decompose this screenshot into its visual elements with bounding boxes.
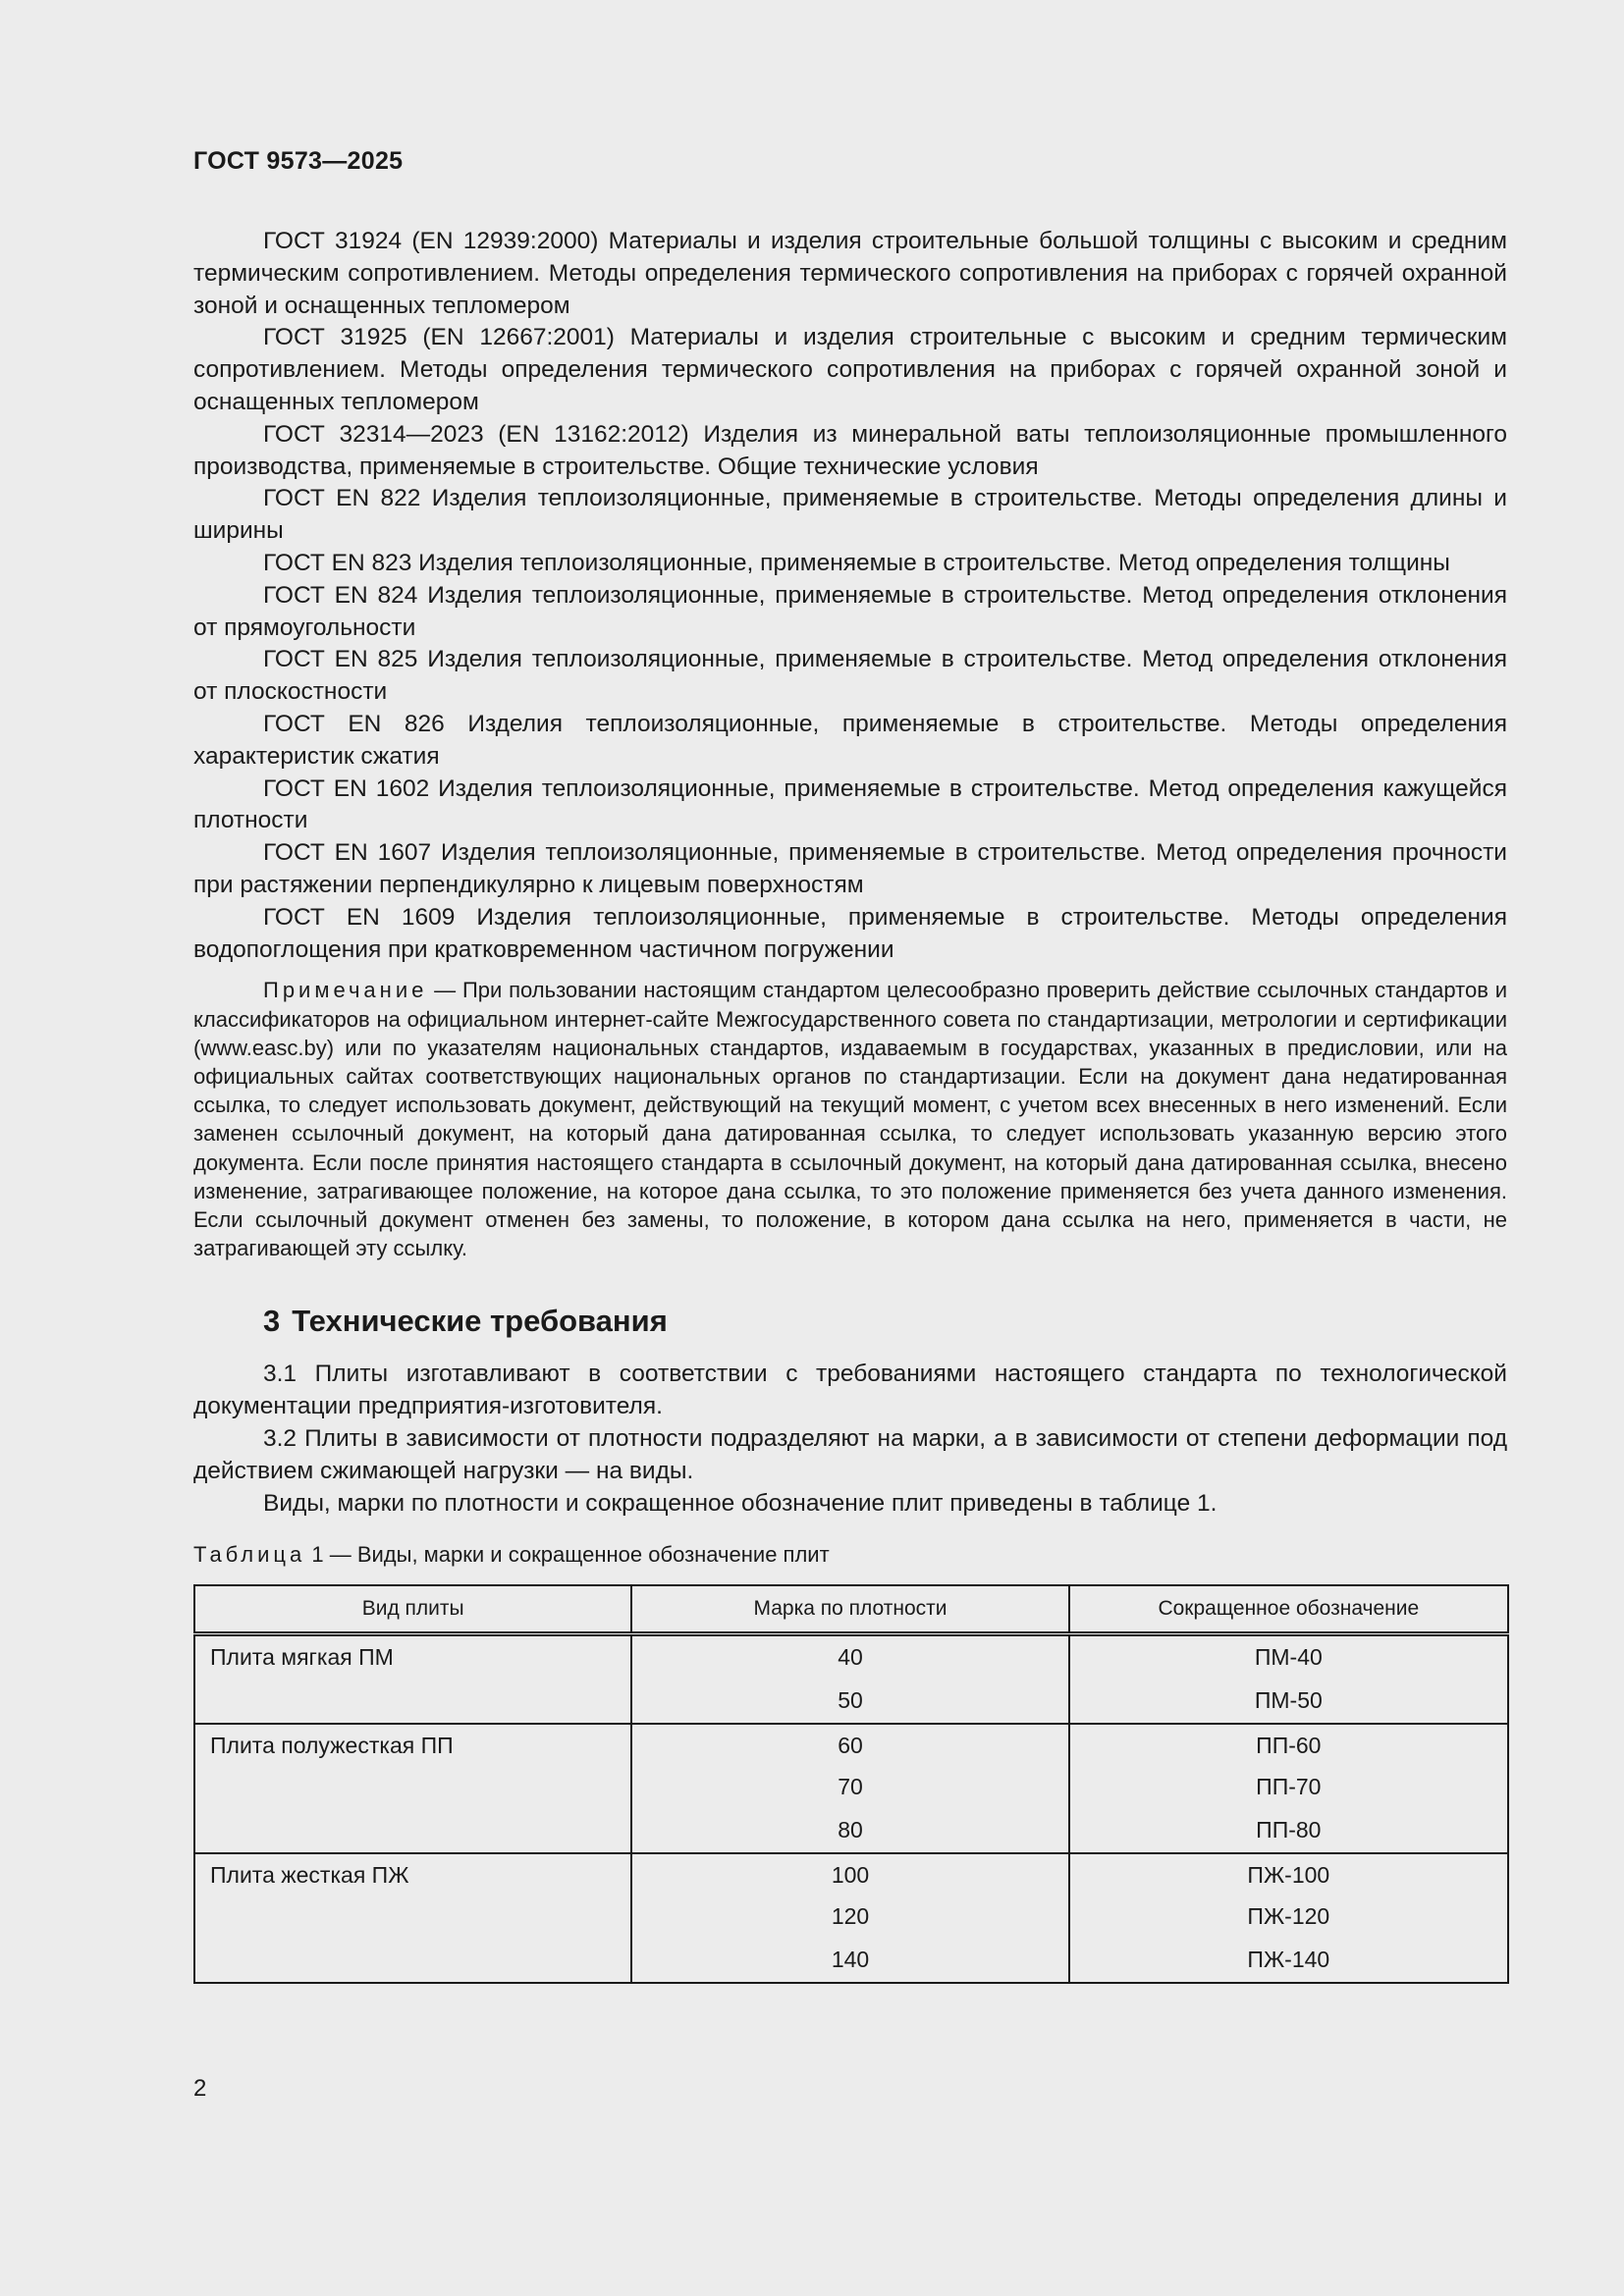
reference-item: ГОСТ 31924 (EN 12939:2000) Материалы и изделия строительные большой толщины с высоким и средним термическим сопротивлением. Методы определения термического сопротивления на приборах с горячей охранной зоной и оснащенных тепломером (193, 228, 1507, 319)
grade-cell: 50 (631, 1678, 1068, 1724)
plate-type-cell: Плита полужесткая ПП (194, 1724, 631, 1853)
references-list (193, 226, 1507, 966)
table-reference-paragraph: Виды, марки по плотности и сокращенное обозначение плит приведены в таблице 1. (263, 1489, 1218, 1517)
plate-type-cell: Плита мягкая ПМ (194, 1634, 631, 1725)
grade-cell: 60 (631, 1724, 1068, 1766)
section-number: 3 (263, 1304, 281, 1339)
header-cell-code: Сокращенное обозначение (1069, 1585, 1508, 1634)
reference-item: ГОСТ EN 824 Изделия теплоизоляционные, применяемые в строительстве. Метод определения отклонения от прямоугольности (193, 581, 1507, 641)
table-row (194, 1853, 1508, 1896)
reference-item: ГОСТ EN 1609 Изделия теплоизоляционные, применяемые в строительстве. Методы определения водопоглощения при кратковременном частичном погружении (193, 903, 1507, 963)
section-title: Технические требования (292, 1304, 668, 1339)
code-cell: ПП-80 (1069, 1807, 1508, 1853)
code-cell: ПЖ-120 (1069, 1896, 1508, 1937)
grade-cell: 70 (631, 1766, 1068, 1807)
grade-cell: 140 (631, 1937, 1068, 1983)
clause-3-2: 3.2 Плиты в зависимости от плотности подразделяют на марки, а в зависимости от степени деформации под действием сжимающей нагрузки — на виды. (193, 1424, 1507, 1484)
page-number: 2 (193, 2075, 207, 2102)
grade-cell: 120 (631, 1896, 1068, 1937)
table-caption-text: 1 — Виды, марки и сокращенное обозначение плит (305, 1542, 830, 1568)
table-header-row (194, 1585, 1508, 1634)
note-label: Примечание (263, 978, 428, 1003)
code-cell: ПЖ-100 (1069, 1853, 1508, 1896)
code-cell: ПП-70 (1069, 1766, 1508, 1807)
reference-item: ГОСТ EN 1602 Изделия теплоизоляционные, применяемые в строительстве. Метод определения кажущейся плотности (193, 774, 1507, 834)
table-row (194, 1634, 1508, 1679)
code-cell: ПЖ-140 (1069, 1937, 1508, 1983)
code-cell: ПМ-40 (1069, 1634, 1508, 1679)
note-paragraph (193, 976, 1507, 1262)
reference-item: ГОСТ EN 823 Изделия теплоизоляционные, применяемые в строительстве. Метод определения толщины (263, 549, 1450, 576)
section-paragraphs (193, 1359, 1507, 1520)
clause-3-1: 3.1 Плиты изготавливают в соответствии с требованиями настоящего стандарта по технологической документации предприятия-изготовителя. (193, 1361, 1507, 1420)
grade-cell: 100 (631, 1853, 1068, 1896)
plate-type-cell: Плита жесткая ПЖ (194, 1853, 631, 1983)
reference-item: ГОСТ EN 1607 Изделия теплоизоляционные, применяемые в строительстве. Метод определения прочности при растяжении перпендикулярно к лицевым поверхностям (193, 839, 1507, 898)
section-heading (263, 1302, 1507, 1341)
table-caption-label: Таблица (193, 1542, 306, 1568)
plates-table (193, 1584, 1509, 1984)
grade-cell: 40 (631, 1634, 1068, 1679)
grade-cell: 80 (631, 1807, 1068, 1853)
header-cell-grade: Марка по плотности (631, 1585, 1068, 1634)
code-cell: ПП-60 (1069, 1724, 1508, 1766)
table-caption (193, 1541, 1507, 1569)
document-header: ГОСТ 9573—2025 (193, 147, 404, 175)
page-content (193, 226, 1507, 1984)
header-cell-type: Вид плиты (194, 1585, 631, 1634)
table-row (194, 1724, 1508, 1766)
code-cell: ПМ-50 (1069, 1678, 1508, 1724)
reference-item: ГОСТ EN 826 Изделия теплоизоляционные, применяемые в строительстве. Методы определения характеристик сжатия (193, 710, 1507, 770)
reference-item: ГОСТ EN 825 Изделия теплоизоляционные, применяемые в строительстве. Метод определения отклонения от плоскостности (193, 646, 1507, 706)
reference-item: ГОСТ 32314—2023 (EN 13162:2012) Изделия из минеральной ваты теплоизоляционные промышленного производства, применяемые в строительстве. Общие технические условия (193, 420, 1507, 480)
note-text: — При пользовании настоящим стандартом целесообразно проверить действие ссылочных стандартов и классификаторов на официальном интернет-сайте Межгосударственного совета по стандартизации, метрологии и сертификации (www.easc.by) или по указателям национальных стандартов, издаваемым в государствах, указанных в предисловии, или на официальных сайтах соответствующих национальных органов по стандартизации. Если на документ дана недатированная ссылка, то следует использовать документ, действующий на текущий момент, с учетом всех внесенных в него изменений. Если заменен ссылочный документ, на который дана датированная ссылка, то следует использовать указанную версию этого документа. Если после принятия настоящего стандарта в ссылочный документ, на который дана датированная ссылка, внесено изменение, затрагивающее положение, на которое дана ссылка, то это положение применяется без учета данного изменения. Если ссылочный документ отменен без замены, то положение, в котором дана ссылка на него, применяется в части, не затрагивающей эту ссылку. (193, 978, 1507, 1261)
reference-item: ГОСТ 31925 (EN 12667:2001) Материалы и изделия строительные с высоким и средним термическим сопротивлением. Методы определения термического сопротивления на приборах с горячей охранной зоной и оснащенных тепломером (193, 324, 1507, 415)
reference-item: ГОСТ EN 822 Изделия теплоизоляционные, применяемые в строительстве. Методы определения длины и ширины (193, 485, 1507, 545)
